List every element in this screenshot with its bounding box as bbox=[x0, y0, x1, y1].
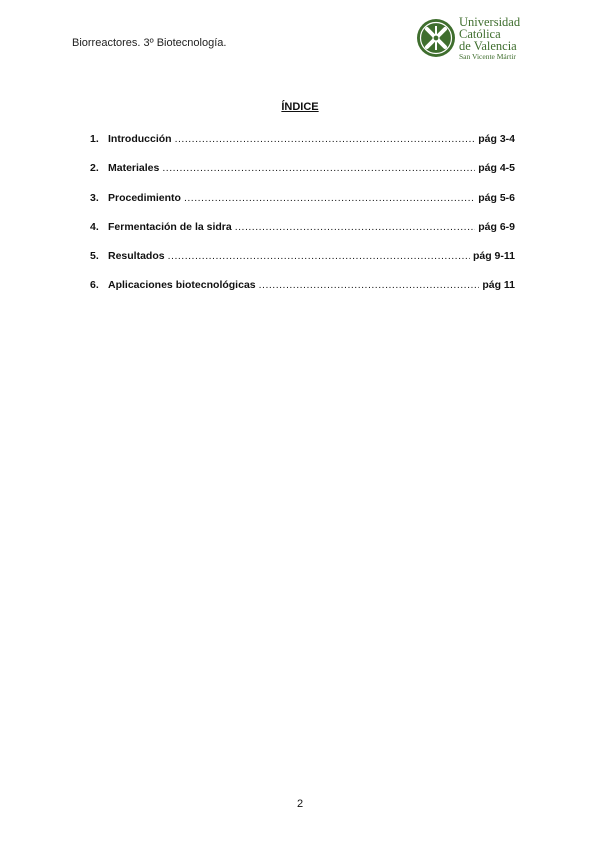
index-title: ÍNDICE bbox=[281, 101, 319, 113]
toc-leader bbox=[168, 250, 470, 262]
toc-label: Resultados bbox=[108, 250, 165, 263]
toc-leader bbox=[184, 192, 475, 204]
toc-number: 5. bbox=[90, 250, 99, 263]
logo-line-2: Católica bbox=[459, 27, 501, 41]
toc-entry-introduccion[interactable] bbox=[90, 133, 515, 162]
toc-page: pág 4-5 bbox=[478, 162, 515, 175]
toc-label: Aplicaciones biotecnológicas bbox=[108, 279, 256, 292]
toc-label: Procedimiento bbox=[108, 191, 181, 204]
toc-leader bbox=[235, 221, 476, 233]
toc-entry-procedimiento[interactable] bbox=[90, 192, 515, 221]
toc-number: 2. bbox=[90, 162, 99, 175]
toc-label: Materiales bbox=[108, 162, 160, 175]
toc-leader bbox=[162, 162, 475, 174]
toc-page: pág 6-9 bbox=[478, 220, 515, 233]
university-seal-icon bbox=[416, 18, 456, 58]
toc-leader bbox=[259, 279, 480, 291]
toc-page: pág 11 bbox=[482, 279, 515, 292]
toc-entry-resultados[interactable] bbox=[90, 250, 515, 279]
logo-line-1: Universidad bbox=[459, 15, 521, 29]
toc-number: 3. bbox=[90, 191, 99, 204]
toc-leader bbox=[175, 133, 476, 145]
toc-entry-fermentacion[interactable] bbox=[90, 221, 515, 250]
toc-page: pág 5-6 bbox=[478, 191, 515, 204]
toc-entry-materiales[interactable] bbox=[90, 162, 515, 191]
toc-entry-aplicaciones[interactable] bbox=[90, 279, 515, 308]
university-name bbox=[459, 16, 520, 62]
toc-number: 1. bbox=[90, 133, 99, 145]
running-header: Biorreactores. 3º Biotecnología. bbox=[72, 37, 227, 49]
toc-page: pág 9-11 bbox=[472, 250, 515, 263]
logo-line-3: de Valencia bbox=[459, 39, 517, 53]
toc-number: 4. bbox=[90, 220, 99, 233]
toc-label: Introducción bbox=[108, 133, 172, 145]
toc-number: 6. bbox=[90, 279, 99, 292]
university-logo bbox=[416, 16, 534, 62]
toc-page: pág 3-4 bbox=[478, 133, 515, 145]
toc-label: Fermentación de la sidra bbox=[108, 220, 232, 233]
logo-line-4: San Vicente Mártir bbox=[459, 52, 516, 61]
table-of-contents bbox=[90, 133, 515, 309]
page-number: 2 bbox=[296, 798, 304, 810]
